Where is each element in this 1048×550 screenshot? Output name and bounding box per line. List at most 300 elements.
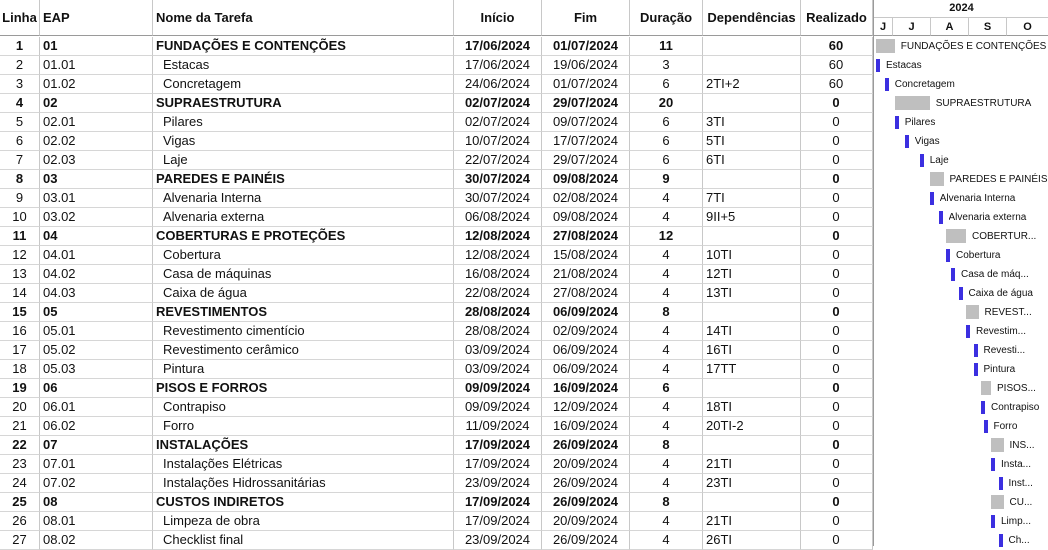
eap-cell[interactable]: 07.02 (40, 474, 153, 493)
task-name-cell[interactable]: Estacas (153, 56, 454, 75)
line-number-cell[interactable]: 11 (0, 227, 40, 246)
dependencies-cell[interactable]: 2TI+2 (703, 75, 801, 94)
dependencies-cell[interactable]: 3TI (703, 113, 801, 132)
dependencies-cell[interactable] (703, 227, 801, 246)
header-start[interactable]: Início (454, 0, 542, 36)
table-row[interactable] (0, 474, 873, 493)
dependencies-cell[interactable]: 21TI (703, 512, 801, 531)
gantt-task-bar[interactable] (951, 268, 955, 281)
start-date-cell[interactable]: 23/09/2024 (454, 474, 542, 493)
start-date-cell[interactable]: 24/06/2024 (454, 75, 542, 94)
table-row[interactable] (0, 94, 873, 113)
gantt-task-bar[interactable] (999, 534, 1003, 547)
end-date-cell[interactable]: 01/07/2024 (542, 75, 630, 94)
gantt-row (874, 474, 1048, 493)
end-date-cell[interactable]: 21/08/2024 (542, 265, 630, 284)
duration-cell[interactable]: 4 (630, 341, 703, 360)
header-dependencies[interactable]: Dependências (703, 0, 801, 36)
gantt-task-bar[interactable] (999, 477, 1003, 490)
gantt-bar-label: Alvenaria Interna (939, 193, 1016, 204)
gantt-task-bar[interactable] (905, 135, 909, 148)
header-realized[interactable]: Realizado (801, 0, 873, 36)
start-date-cell[interactable]: 09/09/2024 (454, 398, 542, 417)
table-row[interactable] (0, 227, 873, 246)
duration-cell[interactable]: 4 (630, 208, 703, 227)
line-number-cell[interactable]: 18 (0, 360, 40, 379)
dependencies-cell[interactable] (703, 303, 801, 322)
task-name-cell[interactable]: Pintura (153, 360, 454, 379)
eap-cell[interactable]: 03.01 (40, 189, 153, 208)
gantt-bar-label: Alvenaria externa (948, 212, 1027, 223)
end-date-cell[interactable]: 09/07/2024 (542, 113, 630, 132)
eap-cell[interactable]: 04 (40, 227, 153, 246)
dependencies-cell[interactable]: 21TI (703, 455, 801, 474)
dependencies-cell[interactable] (703, 493, 801, 512)
gantt-task-bar[interactable] (974, 363, 978, 376)
duration-cell[interactable]: 4 (630, 474, 703, 493)
dependencies-cell[interactable]: 10TI (703, 246, 801, 265)
realized-cell[interactable]: 0 (801, 531, 873, 550)
dependencies-cell[interactable]: 14TI (703, 322, 801, 341)
realized-cell[interactable]: 0 (801, 227, 873, 246)
dependencies-cell[interactable] (703, 170, 801, 189)
duration-cell[interactable]: 4 (630, 531, 703, 550)
dependencies-cell[interactable]: 26TI (703, 531, 801, 550)
duration-cell[interactable]: 8 (630, 493, 703, 512)
start-date-cell[interactable]: 09/09/2024 (454, 379, 542, 398)
gantt-task-bar[interactable] (991, 515, 995, 528)
end-date-cell[interactable]: 02/09/2024 (542, 322, 630, 341)
dependencies-cell[interactable]: 18TI (703, 398, 801, 417)
dependencies-cell[interactable] (703, 436, 801, 455)
dependencies-cell[interactable]: 9II+5 (703, 208, 801, 227)
eap-cell[interactable]: 08.01 (40, 512, 153, 531)
start-date-cell[interactable]: 22/07/2024 (454, 151, 542, 170)
task-name-cell[interactable]: Revestimento cerâmico (153, 341, 454, 360)
header-line[interactable]: Linha (0, 0, 40, 36)
gantt-summary-bar[interactable] (966, 305, 979, 319)
line-number-cell[interactable]: 14 (0, 284, 40, 303)
realized-cell[interactable]: 0 (801, 284, 873, 303)
gantt-task-bar[interactable] (966, 325, 970, 338)
end-date-cell[interactable]: 27/08/2024 (542, 284, 630, 303)
start-date-cell[interactable]: 17/09/2024 (454, 493, 542, 512)
line-number-cell[interactable]: 8 (0, 170, 40, 189)
eap-cell[interactable]: 08 (40, 493, 153, 512)
duration-cell[interactable]: 4 (630, 455, 703, 474)
task-name-cell[interactable]: INSTALAÇÕES (153, 436, 454, 455)
realized-cell[interactable]: 0 (801, 208, 873, 227)
realized-cell[interactable]: 0 (801, 170, 873, 189)
gantt-year: 2024 (874, 0, 1048, 18)
gantt-task-bar[interactable] (939, 211, 943, 224)
start-date-cell[interactable]: 17/06/2024 (454, 56, 542, 75)
eap-cell[interactable]: 07.01 (40, 455, 153, 474)
eap-cell[interactable]: 05.01 (40, 322, 153, 341)
task-name-cell[interactable]: SUPRAESTRUTURA (153, 94, 454, 113)
eap-cell[interactable]: 05 (40, 303, 153, 322)
gantt-summary-bar[interactable] (991, 495, 1004, 509)
line-number-cell[interactable]: 15 (0, 303, 40, 322)
realized-cell[interactable]: 60 (801, 75, 873, 94)
gantt-task-bar[interactable] (885, 78, 889, 91)
realized-cell[interactable]: 0 (801, 322, 873, 341)
line-number-cell[interactable]: 10 (0, 208, 40, 227)
end-date-cell[interactable]: 02/08/2024 (542, 189, 630, 208)
gantt-month-header: J (874, 18, 893, 36)
table-row[interactable] (0, 113, 873, 132)
table-row[interactable] (0, 379, 873, 398)
start-date-cell[interactable]: 12/08/2024 (454, 246, 542, 265)
duration-cell[interactable]: 6 (630, 151, 703, 170)
table-row[interactable] (0, 37, 873, 56)
start-date-cell[interactable]: 10/07/2024 (454, 132, 542, 151)
dependencies-cell[interactable]: 23TI (703, 474, 801, 493)
end-date-cell[interactable]: 29/07/2024 (542, 94, 630, 113)
gantt-summary-bar[interactable] (895, 96, 930, 110)
line-number-cell[interactable]: 25 (0, 493, 40, 512)
start-date-cell[interactable]: 12/08/2024 (454, 227, 542, 246)
line-number-cell[interactable]: 9 (0, 189, 40, 208)
line-number-cell[interactable]: 23 (0, 455, 40, 474)
eap-cell[interactable]: 06.02 (40, 417, 153, 436)
task-name-cell[interactable]: PISOS E FORROS (153, 379, 454, 398)
duration-cell[interactable]: 4 (630, 417, 703, 436)
line-number-cell[interactable]: 5 (0, 113, 40, 132)
header-end[interactable]: Fim (542, 0, 630, 36)
start-date-cell[interactable]: 03/09/2024 (454, 341, 542, 360)
gantt-row (874, 303, 1048, 322)
task-name-cell[interactable]: REVESTIMENTOS (153, 303, 454, 322)
dependencies-cell[interactable]: 16TI (703, 341, 801, 360)
task-name-cell[interactable]: Revestimento cimentício (153, 322, 454, 341)
realized-cell[interactable]: 60 (801, 56, 873, 75)
duration-cell[interactable]: 4 (630, 398, 703, 417)
task-name-cell[interactable]: Alvenaria Interna (153, 189, 454, 208)
eap-cell[interactable]: 02.01 (40, 113, 153, 132)
line-number-cell[interactable]: 17 (0, 341, 40, 360)
end-date-cell[interactable]: 20/09/2024 (542, 512, 630, 531)
end-date-cell[interactable]: 16/09/2024 (542, 379, 630, 398)
table-row[interactable] (0, 322, 873, 341)
start-date-cell[interactable]: 30/07/2024 (454, 170, 542, 189)
header-duration[interactable]: Duração (630, 0, 703, 36)
eap-cell[interactable]: 06.01 (40, 398, 153, 417)
end-date-cell[interactable]: 26/09/2024 (542, 493, 630, 512)
table-row[interactable] (0, 341, 873, 360)
duration-cell[interactable]: 8 (630, 303, 703, 322)
duration-cell[interactable]: 8 (630, 436, 703, 455)
line-number-cell[interactable]: 4 (0, 94, 40, 113)
line-number-cell[interactable]: 22 (0, 436, 40, 455)
gantt-task-bar[interactable] (876, 59, 880, 72)
task-name-cell[interactable]: Concretagem (153, 75, 454, 94)
eap-cell[interactable]: 05.03 (40, 360, 153, 379)
task-name-cell[interactable]: CUSTOS INDIRETOS (153, 493, 454, 512)
line-number-cell[interactable]: 12 (0, 246, 40, 265)
gantt-summary-bar[interactable] (946, 229, 966, 243)
table-row[interactable] (0, 208, 873, 227)
table-row[interactable] (0, 303, 873, 322)
table-row[interactable] (0, 455, 873, 474)
end-date-cell[interactable]: 16/09/2024 (542, 417, 630, 436)
duration-cell[interactable]: 4 (630, 360, 703, 379)
realized-cell[interactable]: 0 (801, 455, 873, 474)
eap-cell[interactable]: 02 (40, 94, 153, 113)
table-row[interactable] (0, 512, 873, 531)
task-name-cell[interactable]: Vigas (153, 132, 454, 151)
gantt-task-bar[interactable] (981, 401, 985, 414)
gantt-task-bar[interactable] (946, 249, 950, 262)
start-date-cell[interactable]: 17/09/2024 (454, 436, 542, 455)
duration-cell[interactable]: 11 (630, 37, 703, 56)
dependencies-cell[interactable]: 13TI (703, 284, 801, 303)
eap-cell[interactable]: 06 (40, 379, 153, 398)
duration-cell[interactable]: 4 (630, 265, 703, 284)
realized-cell[interactable]: 0 (801, 512, 873, 531)
realized-cell[interactable]: 0 (801, 189, 873, 208)
task-name-cell[interactable]: Instalações Elétricas (153, 455, 454, 474)
realized-cell[interactable]: 0 (801, 94, 873, 113)
eap-cell[interactable]: 04.02 (40, 265, 153, 284)
line-number-cell[interactable]: 2 (0, 56, 40, 75)
end-date-cell[interactable]: 15/08/2024 (542, 246, 630, 265)
eap-cell[interactable]: 01.02 (40, 75, 153, 94)
start-date-cell[interactable]: 16/08/2024 (454, 265, 542, 284)
gantt-task-bar[interactable] (984, 420, 988, 433)
gantt-task-bar[interactable] (895, 116, 899, 129)
dependencies-cell[interactable]: 7TI (703, 189, 801, 208)
start-date-cell[interactable]: 11/09/2024 (454, 417, 542, 436)
eap-cell[interactable]: 02.03 (40, 151, 153, 170)
gantt-row (874, 170, 1048, 189)
task-name-cell[interactable]: Casa de máquinas (153, 265, 454, 284)
end-date-cell[interactable]: 29/07/2024 (542, 151, 630, 170)
duration-cell[interactable]: 4 (630, 284, 703, 303)
table-row[interactable] (0, 189, 873, 208)
gantt-row (874, 493, 1048, 512)
duration-cell[interactable]: 4 (630, 189, 703, 208)
gantt-bar-label: Forro (993, 421, 1018, 432)
line-number-cell[interactable]: 26 (0, 512, 40, 531)
table-row[interactable] (0, 417, 873, 436)
end-date-cell[interactable]: 06/09/2024 (542, 341, 630, 360)
realized-cell[interactable]: 0 (801, 474, 873, 493)
task-name-cell[interactable]: Caixa de água (153, 284, 454, 303)
table-row[interactable] (0, 170, 873, 189)
dependencies-cell[interactable]: 17TT (703, 360, 801, 379)
dependencies-cell[interactable]: 12TI (703, 265, 801, 284)
gantt-row (874, 360, 1048, 379)
eap-cell[interactable]: 01.01 (40, 56, 153, 75)
dependencies-cell[interactable] (703, 56, 801, 75)
realized-cell[interactable]: 0 (801, 132, 873, 151)
gantt-summary-bar[interactable] (876, 39, 895, 53)
gantt-row (874, 417, 1048, 436)
end-date-cell[interactable]: 20/09/2024 (542, 455, 630, 474)
line-number-cell[interactable]: 7 (0, 151, 40, 170)
duration-cell[interactable]: 6 (630, 113, 703, 132)
task-name-cell[interactable]: Alvenaria externa (153, 208, 454, 227)
end-date-cell[interactable]: 26/09/2024 (542, 531, 630, 550)
start-date-cell[interactable]: 28/08/2024 (454, 322, 542, 341)
start-date-cell[interactable]: 06/08/2024 (454, 208, 542, 227)
gantt-task-bar[interactable] (930, 192, 934, 205)
line-number-cell[interactable]: 27 (0, 531, 40, 550)
end-date-cell[interactable]: 09/08/2024 (542, 208, 630, 227)
gantt-bar-label: Revestim... (976, 326, 1027, 337)
task-name-cell[interactable]: Instalações Hidrossanitárias (153, 474, 454, 493)
start-date-cell[interactable]: 22/08/2024 (454, 284, 542, 303)
end-date-cell[interactable]: 26/09/2024 (542, 474, 630, 493)
duration-cell[interactable]: 4 (630, 322, 703, 341)
table-row[interactable] (0, 493, 873, 512)
start-date-cell[interactable]: 23/09/2024 (454, 531, 542, 550)
eap-cell[interactable]: 07 (40, 436, 153, 455)
line-number-cell[interactable]: 16 (0, 322, 40, 341)
table-row[interactable] (0, 284, 873, 303)
end-date-cell[interactable]: 19/06/2024 (542, 56, 630, 75)
realized-cell[interactable]: 0 (801, 493, 873, 512)
realized-cell[interactable]: 0 (801, 341, 873, 360)
task-name-cell[interactable]: Cobertura (153, 246, 454, 265)
gantt-summary-bar[interactable] (930, 172, 944, 186)
task-name-cell[interactable]: COBERTURAS E PROTEÇÕES (153, 227, 454, 246)
gantt-bar-label: Cobertura (956, 250, 1001, 261)
gantt-bar-label: Caixa de água (968, 288, 1033, 299)
end-date-cell[interactable]: 12/09/2024 (542, 398, 630, 417)
realized-cell[interactable]: 0 (801, 246, 873, 265)
dependencies-cell[interactable] (703, 37, 801, 56)
gantt-month-header: J (893, 18, 931, 36)
start-date-cell[interactable]: 17/09/2024 (454, 455, 542, 474)
task-name-cell[interactable]: Limpeza de obra (153, 512, 454, 531)
task-name-cell[interactable]: FUNDAÇÕES E CONTENÇÕES (153, 37, 454, 56)
realized-cell[interactable]: 0 (801, 151, 873, 170)
line-number-cell[interactable]: 3 (0, 75, 40, 94)
gantt-summary-bar[interactable] (981, 381, 991, 395)
start-date-cell[interactable]: 02/07/2024 (454, 113, 542, 132)
duration-cell[interactable]: 6 (630, 379, 703, 398)
task-name-cell[interactable]: PAREDES E PAINÉIS (153, 170, 454, 189)
gantt-task-bar[interactable] (959, 287, 963, 300)
realized-cell[interactable]: 60 (801, 37, 873, 56)
table-row[interactable] (0, 265, 873, 284)
duration-cell[interactable]: 6 (630, 75, 703, 94)
start-date-cell[interactable]: 30/07/2024 (454, 189, 542, 208)
gantt-summary-bar[interactable] (991, 438, 1004, 452)
header-task-name[interactable]: Nome da Tarefa (153, 0, 454, 36)
table-row[interactable] (0, 398, 873, 417)
gantt-bar-label: Ch... (1008, 535, 1030, 546)
eap-cell[interactable]: 04.03 (40, 284, 153, 303)
task-name-cell[interactable]: Contrapiso (153, 398, 454, 417)
line-number-cell[interactable]: 6 (0, 132, 40, 151)
duration-cell[interactable]: 3 (630, 56, 703, 75)
task-name-cell[interactable]: Forro (153, 417, 454, 436)
table-row[interactable] (0, 132, 873, 151)
task-name-cell[interactable]: Laje (153, 151, 454, 170)
task-name-cell[interactable]: Pilares (153, 113, 454, 132)
duration-cell[interactable]: 6 (630, 132, 703, 151)
dependencies-cell[interactable]: 6TI (703, 151, 801, 170)
realized-cell[interactable]: 0 (801, 113, 873, 132)
line-number-cell[interactable]: 13 (0, 265, 40, 284)
duration-cell[interactable]: 12 (630, 227, 703, 246)
realized-cell[interactable]: 0 (801, 379, 873, 398)
realized-cell[interactable]: 0 (801, 265, 873, 284)
start-date-cell[interactable]: 02/07/2024 (454, 94, 542, 113)
table-row[interactable] (0, 151, 873, 170)
gantt-task-bar[interactable] (991, 458, 995, 471)
end-date-cell[interactable]: 01/07/2024 (542, 37, 630, 56)
gantt-row (874, 75, 1048, 94)
duration-cell[interactable]: 20 (630, 94, 703, 113)
end-date-cell[interactable]: 06/09/2024 (542, 303, 630, 322)
start-date-cell[interactable]: 03/09/2024 (454, 360, 542, 379)
line-number-cell[interactable]: 19 (0, 379, 40, 398)
task-name-cell[interactable]: Checklist final (153, 531, 454, 550)
table-row[interactable] (0, 531, 873, 550)
line-number-cell[interactable]: 1 (0, 37, 40, 56)
gantt-chart (873, 0, 1048, 546)
dependencies-cell[interactable]: 5TI (703, 132, 801, 151)
eap-cell[interactable]: 02.02 (40, 132, 153, 151)
end-date-cell[interactable]: 27/08/2024 (542, 227, 630, 246)
start-date-cell[interactable]: 17/06/2024 (454, 37, 542, 56)
end-date-cell[interactable]: 09/08/2024 (542, 170, 630, 189)
table-row[interactable] (0, 436, 873, 455)
start-date-cell[interactable]: 28/08/2024 (454, 303, 542, 322)
table-row[interactable] (0, 75, 873, 94)
table-row[interactable] (0, 56, 873, 75)
eap-cell[interactable]: 08.02 (40, 531, 153, 550)
gantt-task-bar[interactable] (974, 344, 978, 357)
eap-cell[interactable]: 01 (40, 37, 153, 56)
gantt-bar-label: Vigas (914, 136, 940, 147)
gantt-bar-label: PAREDES E PAINÉIS (949, 174, 1047, 185)
start-date-cell[interactable]: 17/09/2024 (454, 512, 542, 531)
gantt-bar-label: Concretagem (894, 79, 955, 90)
gantt-row (874, 436, 1048, 455)
line-number-cell[interactable]: 24 (0, 474, 40, 493)
line-number-cell[interactable]: 20 (0, 398, 40, 417)
end-date-cell[interactable]: 06/09/2024 (542, 360, 630, 379)
realized-cell[interactable]: 0 (801, 303, 873, 322)
realized-cell[interactable]: 0 (801, 417, 873, 436)
line-number-cell[interactable]: 21 (0, 417, 40, 436)
realized-cell[interactable]: 0 (801, 398, 873, 417)
table-row[interactable] (0, 360, 873, 379)
duration-cell[interactable]: 4 (630, 512, 703, 531)
dependencies-cell[interactable] (703, 379, 801, 398)
gantt-task-bar[interactable] (920, 154, 924, 167)
eap-cell[interactable]: 03.02 (40, 208, 153, 227)
duration-cell[interactable]: 9 (630, 170, 703, 189)
eap-cell[interactable]: 03 (40, 170, 153, 189)
end-date-cell[interactable]: 17/07/2024 (542, 132, 630, 151)
header-eap[interactable]: EAP (40, 0, 153, 36)
eap-cell[interactable]: 04.01 (40, 246, 153, 265)
table-row[interactable] (0, 246, 873, 265)
end-date-cell[interactable]: 26/09/2024 (542, 436, 630, 455)
realized-cell[interactable]: 0 (801, 436, 873, 455)
dependencies-cell[interactable]: 20TI-2 (703, 417, 801, 436)
realized-cell[interactable]: 0 (801, 360, 873, 379)
dependencies-cell[interactable] (703, 94, 801, 113)
eap-cell[interactable]: 05.02 (40, 341, 153, 360)
duration-cell[interactable]: 4 (630, 246, 703, 265)
